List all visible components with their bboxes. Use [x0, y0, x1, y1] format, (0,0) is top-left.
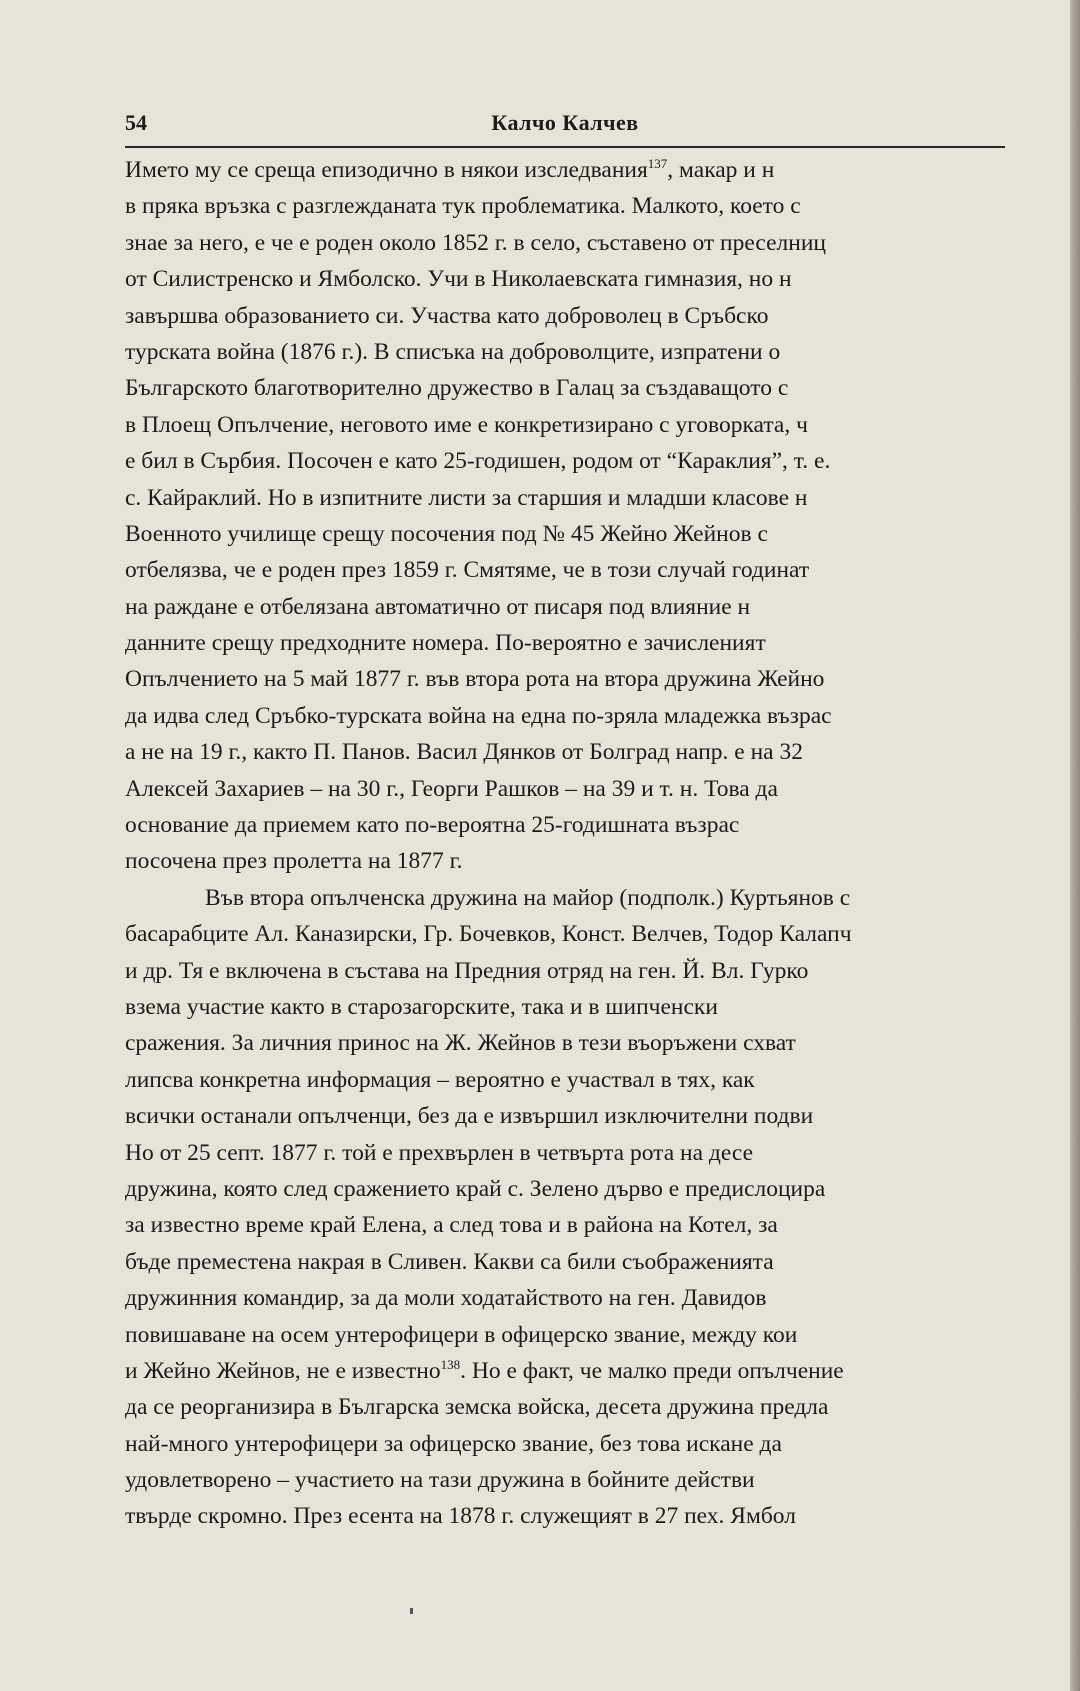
page-edge: [1070, 0, 1080, 1691]
text-line: [125, 1353, 1025, 1389]
line-text: Името му се среща епизодично в някои изследвания: [125, 157, 648, 183]
text-line: [125, 1462, 1025, 1498]
text-line: [125, 1498, 1025, 1534]
text-line: [125, 407, 1025, 443]
line-text: на раждане е отбелязана автоматично от писаря под влияние н: [125, 593, 751, 620]
line-text: е бил в Сърбия. Посочен е като 25-годишен, родом от “Караклия”, т. е.: [125, 448, 831, 475]
text-line: [125, 625, 1025, 661]
print-mark: [410, 1608, 413, 1614]
text-line: [125, 589, 1025, 625]
line-text: да се реорганизира в Българска земска войска, десета дружина предла: [125, 1394, 829, 1421]
text-line: [125, 1062, 1025, 1098]
line-text: твърде скромно. През есента на 1878 г. служещият в 27 пех. Ямбол: [125, 1503, 796, 1530]
line-text: турската война (1876 г.). В списъка на доброволците, изпратени о: [125, 338, 781, 365]
line-text: в пряка връзка с разглежданата тук проблематика. Малкото, което с: [125, 193, 801, 220]
text-line: [125, 1207, 1025, 1243]
page-header: [125, 110, 1005, 146]
text-line: [125, 1025, 1025, 1061]
line-text: за известно време край Елена, а след това и в района на Котел, за: [125, 1212, 778, 1239]
line-text: Но от 25 септ. 1877 г. той е прехвърлен в четвърта рота на десе: [125, 1139, 754, 1166]
text-line: [125, 1280, 1025, 1316]
text-line: [125, 661, 1025, 697]
text-line: [125, 298, 1025, 334]
text-line: [125, 1426, 1025, 1462]
line-text: Българското благотворително дружество в Галац за създаващото с: [125, 375, 789, 402]
line-text: басарабците Ал. Каназирски, Гр. Бочевков, Конст. Велчев, Тодор Калапч: [125, 921, 852, 948]
line-text-continued: , макар и н: [667, 157, 775, 183]
text-line: [125, 188, 1025, 224]
text-line: [125, 1171, 1025, 1207]
line-text: сражения. За личния принос на Ж. Жейнов в тези въоръжени схват: [125, 1030, 796, 1057]
text-line: [125, 807, 1025, 843]
line-text: Опълчението на 5 май 1877 г. във втора рота на втора дружина Жейно: [125, 666, 825, 693]
page-number: 54: [125, 110, 147, 135]
text-line: [125, 334, 1025, 370]
line-text: а не на 19 г., както П. Панов. Васил Дянков от Болград напр. е на 32: [125, 739, 803, 766]
text-line: [125, 843, 1025, 879]
text-line: [125, 698, 1025, 734]
text-line: [125, 1317, 1025, 1353]
line-text: данните срещу предходните номера. По-вероятно е зачисленият: [125, 630, 766, 657]
line-text: в Плоещ Опълчение, неговото име е конкретизирано с уговорката, ч: [125, 411, 808, 438]
line-text: дружина, която след сражението край с. Зелено дърво е предислоцира: [125, 1175, 826, 1202]
line-text-continued: . Но е факт, че малко преди опълчение: [460, 1357, 844, 1384]
text-line: [125, 225, 1025, 261]
text-line: [125, 152, 1025, 188]
text-line: [125, 443, 1025, 479]
line-text: Алексей Захариев – на 30 г., Георги Рашков – на 39 и т. н. Това да: [125, 775, 778, 802]
text-line: [125, 953, 1025, 989]
line-text: от Силистренско и Ямболско. Учи в Николаевската гимназия, но н: [125, 266, 792, 293]
footnote-ref: 138: [440, 1357, 461, 1373]
text-line: [125, 771, 1025, 807]
text-line: [125, 552, 1025, 588]
body-text: [125, 152, 1025, 1535]
line-text: взема участие както в старозагорските, така и в шипченски: [125, 993, 718, 1020]
line-text: и др. Тя е включена в състава на Предния отряд на ген. Й. Вл. Гурко: [125, 957, 809, 984]
text-line: [125, 989, 1025, 1025]
line-text: и Жейно Жейнов, не е известно: [125, 1357, 441, 1384]
text-line: [125, 880, 1025, 916]
text-line: [125, 261, 1025, 297]
line-text: всички останали опълченци, без да е извършил изключителни подви: [125, 1103, 814, 1130]
text-line: [125, 734, 1025, 770]
running-title: Калчо Калчев: [491, 110, 639, 135]
text-line: [125, 370, 1025, 406]
text-line: [125, 1244, 1025, 1280]
line-text: знае за него, е че е роден около 1852 г. в село, съставено от преселниц: [125, 229, 826, 256]
line-text: повишаване на осем унтерофицери в офицерско звание, между кои: [125, 1321, 798, 1348]
text-line: [125, 516, 1025, 552]
line-text: посочена през пролетта на 1877 г.: [125, 848, 463, 875]
footnote-ref: 137: [647, 156, 668, 172]
text-line: [125, 1135, 1025, 1171]
line-text: най-много унтерофицери за офицерско звание, без това искане да: [125, 1430, 782, 1457]
line-text: удовлетворено – участието на тази дружина в бойните действи: [125, 1467, 755, 1494]
line-text: Военното училище срещу посочения под № 45 Жейно Жейнов с: [125, 520, 768, 547]
line-text: основание да приемем като по-вероятна 25-годишната възрас: [125, 812, 740, 839]
line-text: Във втора опълченска дружина на майор (подполк.) Куртьянов с: [205, 884, 851, 911]
line-text: бъде преместена накрая в Сливен. Какви са били съображенията: [125, 1248, 774, 1275]
line-text: дружинния командир, за да моли ходатайството на ген. Давидов: [125, 1285, 767, 1312]
line-text: с. Кайраклий. Но в изпитните листи за старшия и младши класове н: [125, 484, 808, 511]
text-line: [125, 480, 1025, 516]
header-rule: [125, 146, 1005, 148]
line-text: завършва образованието си. Участва като доброволец в Сръбско: [125, 302, 769, 329]
line-text: да идва след Сръбко-турската война на една по-зряла младежка възрас: [125, 702, 832, 729]
text-line: [125, 916, 1025, 952]
text-line: [125, 1389, 1025, 1425]
line-text: липсва конкретна информация – вероятно е участвал в тях, как: [125, 1066, 755, 1093]
line-text: отбелязва, че е роден през 1859 г. Смятяме, че в този случай годинат: [125, 557, 810, 584]
text-line: [125, 1098, 1025, 1134]
